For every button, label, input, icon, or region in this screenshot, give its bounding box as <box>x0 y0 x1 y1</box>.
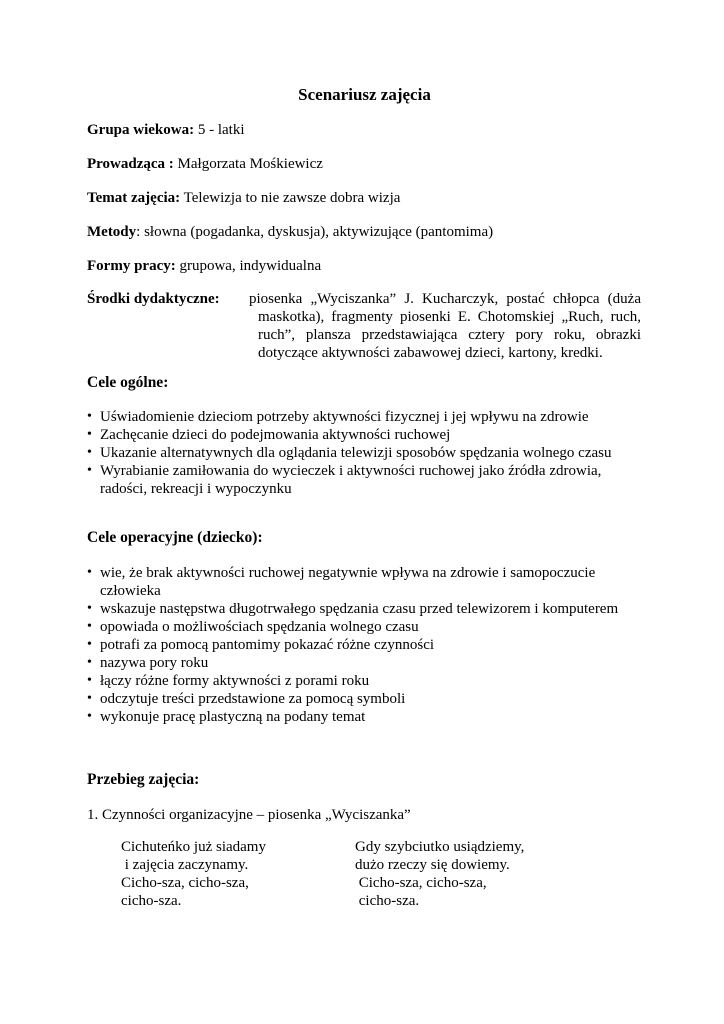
song-verse-left <box>121 838 266 910</box>
bullet-icon: • <box>87 637 92 652</box>
song-line: i zajęcia zaczynamy. <box>121 857 249 873</box>
list-item: • Wyrabianie zamiłowania do wycieczek i aktywności ruchowej jako źródła zdrowia, radości, rekreacji i wypoczynku <box>87 463 602 497</box>
document-title: Scenariusz zajęcia <box>298 85 431 104</box>
list-item: • potrafi za pomocą pantomimy pokazać różne czynności <box>87 637 435 653</box>
song-line: cicho-sza. <box>355 893 420 909</box>
step-1: 1. Czynności organizacyjne – piosenka „Wyciszanka” <box>87 807 411 823</box>
list-item: • wykonuje pracę plastyczną na podany temat <box>87 709 366 725</box>
cele-operacyjne-heading: Cele operacyjne (dziecko): <box>87 529 263 546</box>
field-metody <box>87 223 642 241</box>
bullet-icon: • <box>87 409 92 424</box>
field-formy-value: grupowa, indywidualna <box>175 258 322 274</box>
bullet-icon: • <box>87 619 92 634</box>
list-item: • Ukazanie alternatywnych dla oglądania telewizji sposobów spędzania wolnego czasu <box>87 445 612 461</box>
cele-ogolne-list <box>87 408 642 498</box>
field-prowadzaca <box>87 155 642 173</box>
field-formy <box>87 257 642 275</box>
song-line: cicho-sza. <box>121 893 182 909</box>
bullet-icon: • <box>87 427 92 442</box>
field-metody-value: : słowna (pogadanka, dyskusja), aktywizujące (pantomima) <box>136 224 494 240</box>
field-temat-value: Telewizja to nie zawsze dobra wizja <box>180 190 401 206</box>
cele-operacyjne-list <box>87 564 642 726</box>
field-formy-label: Formy pracy: <box>87 258 176 274</box>
field-grupa <box>87 121 642 139</box>
song-line: Gdy szybciutko usiądziemy, <box>355 839 525 855</box>
field-prowadzaca-label: Prowadząca : <box>87 156 174 172</box>
list-item: • wskazuje następstwa długotrwałego spędzania czasu przed telewizorem i komputerem <box>87 601 619 617</box>
field-grupa-value: 5 - latki <box>194 122 245 138</box>
przebieg-heading: Przebieg zajęcia: <box>87 771 200 788</box>
field-temat-label: Temat zajęcia: <box>87 190 181 206</box>
field-temat <box>87 189 642 207</box>
bullet-icon: • <box>87 445 92 460</box>
song-line: Cicho-sza, cicho-sza, <box>355 875 487 891</box>
field-prowadzaca-value: Małgorzata Mośkiewicz <box>173 156 323 172</box>
list-item: • nazywa pory roku <box>87 655 209 671</box>
list-item: • opowiada o możliwościach spędzania wolnego czasu <box>87 619 419 635</box>
song-line: Cicho-sza, cicho-sza, <box>121 875 249 891</box>
bullet-icon: • <box>87 709 92 724</box>
cele-ogolne-heading: Cele ogólne: <box>87 374 169 391</box>
field-srodki-label: Środki dydaktyczne: <box>87 291 220 307</box>
song-line: dużo rzeczy się dowiemy. <box>355 857 510 873</box>
field-metody-label: Metody <box>87 224 137 240</box>
bullet-icon: • <box>87 691 92 706</box>
field-grupa-label: Grupa wiekowa: <box>87 122 195 138</box>
list-item: • Uświadomienie dzieciom potrzeby aktywności fizycznej i jej wpływu na zdrowie <box>87 409 589 425</box>
list-item: • wie, że brak aktywności ruchowej negatywnie wpływa na zdrowie i samopoczucie człowieka <box>87 565 596 599</box>
list-item: • łączy różne formy aktywności z porami roku <box>87 673 370 689</box>
field-srodki-value: piosenka „Wyciszanka” J. Kucharczyk, postać chłopca (duża maskotka), fragmenty piosenki E. Chotomskiej „Ruch, ruch, ruch”, plansza przedstawiająca cztery pory roku, obrazki dotyczące aktywności zabawowej dzieci, kartony, kredki. <box>249 291 641 361</box>
list-item: • Zachęcanie dzieci do podejmowania aktywności ruchowej <box>87 427 451 443</box>
bullet-icon: • <box>87 565 92 580</box>
bullet-icon: • <box>87 601 92 616</box>
song-verse-right <box>355 838 524 910</box>
bullet-icon: • <box>87 463 92 478</box>
bullet-icon: • <box>87 655 92 670</box>
song-line: Cichuteńko już siadamy <box>121 839 266 855</box>
bullet-icon: • <box>87 673 92 688</box>
list-item: • odczytuje treści przedstawione za pomocą symboli <box>87 691 406 707</box>
